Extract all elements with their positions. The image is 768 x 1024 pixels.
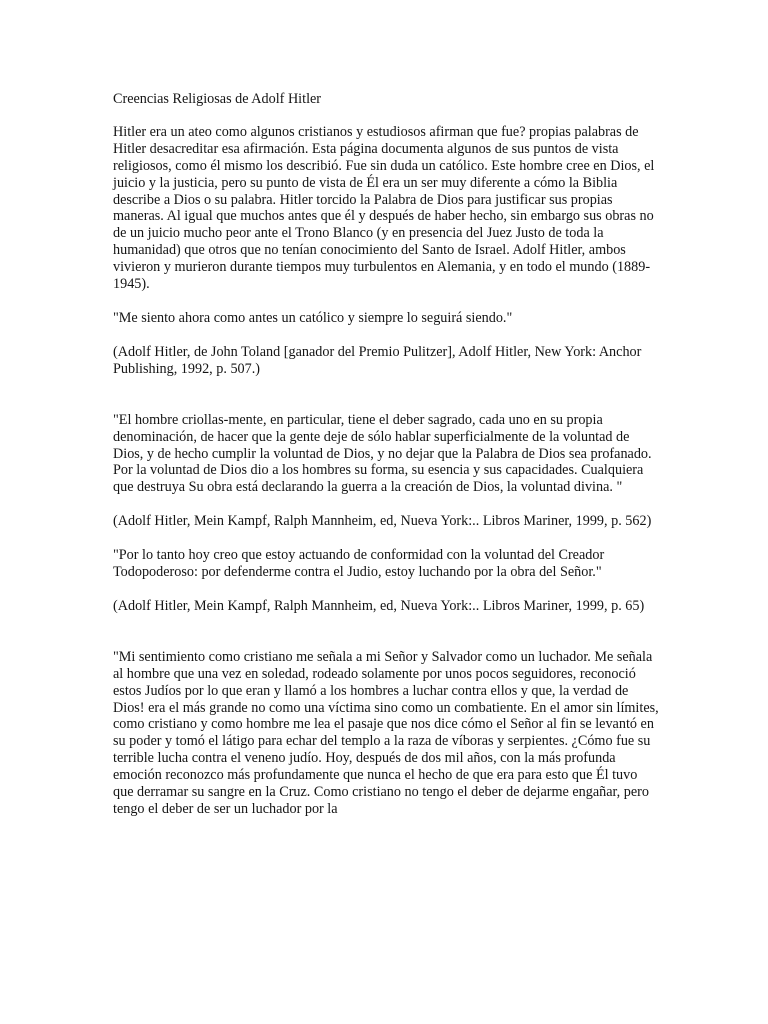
citation-3: (Adolf Hitler, Mein Kampf, Ralph Mannheim, ed, Nueva York:.. Libros Mariner, 1999, p. 65) (113, 597, 645, 614)
document-body (113, 91, 661, 818)
quote-3: "Por lo tanto hoy creo que estoy actuando de conformidad con la voluntad del Creador Todopoderoso: por defenderme contra el Judio, estoy luchando por la obra del Señor." (113, 547, 605, 581)
quote-1: "Me siento ahora como antes un católico y siempre lo seguirá siendo." (113, 309, 513, 326)
quote-4: "Mi sentimiento como cristiano me señala a mi Señor y Salvador como un luchador. Me señala al hombre que una vez en soledad, rodeado solamente por unos pocos seguidores, reconoció estos Judíos por lo que eran y llamó a los hombres a luchar contra ellos y que, la verdad de Dios! era el más grande no como una víctima sino como un combatiente. En el amor sin límites, como cristiano y como hombre me lea el pasaje que nos dice cómo el Señor al fin se levantó en su poder y tomó el látigo para echar del templo a la raza de víboras y serpientes. ¿Cómo fue su terrible lucha contra el veneno judío. Hoy, después de dos mil años, con la más profunda emoción reconozco más profundamente que nunca el hecho de que era para esto que Él tuvo que derramar su sangre en la Cruz. Como cristiano no tengo el deber de dejarme engañar, pero tengo el deber de ser un luchador por la (113, 648, 659, 817)
citation-2: (Adolf Hitler, Mein Kampf, Ralph Mannheim, ed, Nueva York:.. Libros Mariner, 1999, p. 562) (113, 513, 652, 530)
intro-paragraph: Hitler era un ateo como algunos cristianos y estudiosos afirman que fue? propias palabras de Hitler desacreditar esa afirmación. Esta página documenta algunos de sus puntos de vista religiosos, como él mismo los describió. Fue sin duda un católico. Este hombre cree en Dios, el juicio y la justicia, pero su punto de vista de Él era un ser muy diferente a cómo la Biblia describe a Dios o su palabra. Hitler torcido la Palabra de Dios para justificar sus propias maneras. Al igual que muchos antes que él y después de haber hecho, sin embargo sus obras no de un juicio mucho peor ante el Trono Blanco (y en presencia del Juez Justo de toda la humanidad) que otros que no tenían conocimiento del Santo de Israel. Adolf Hitler, ambos vivieron y murieron durante tiempos muy turbulentos en Alemania, y en todo el mundo (1889-1945). (113, 123, 655, 293)
citation-1: (Adolf Hitler, de John Toland [ganador del Premio Pulitzer], Adolf Hitler, New York: Anchor Publishing, 1992, p. 507.) (113, 343, 642, 377)
quote-2: "El hombre criollas-mente, en particular, tiene el deber sagrado, cada uno en su propia denominación, de hacer que la gente deje de sólo hablar superficialmente de la voluntad de Dios, y de hecho cumplir la voluntad de Dios, y no dejar que la Palabra de Dios sea profanado. Por la voluntad de Dios dio a los hombres su forma, su esencia y sus capacidades. Cualquiera que destruya Su obra está declarando la guerra a la creación de Dios, la voluntad divina. " (113, 411, 652, 496)
document-title: Creencias Religiosas de Adolf Hitler (113, 91, 322, 107)
